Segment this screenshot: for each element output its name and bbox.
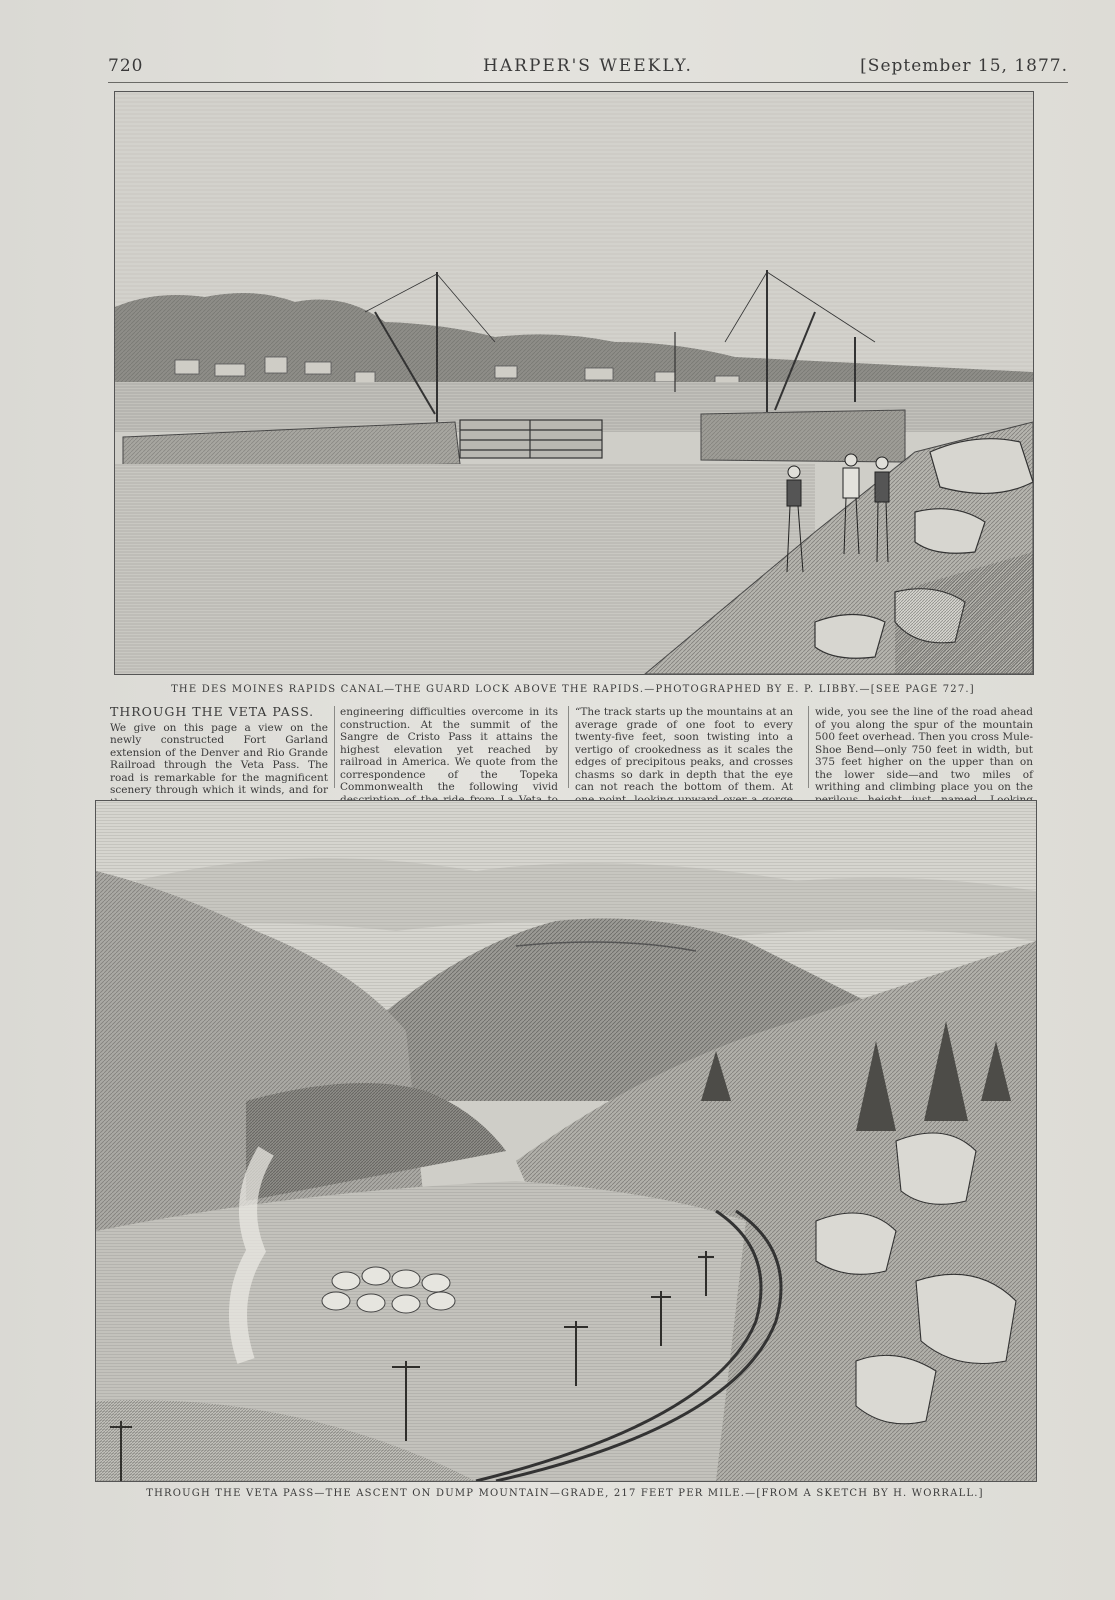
masthead <box>108 52 1068 82</box>
column-divider <box>334 706 335 788</box>
top-figure-caption: THE DES MOINES RAPIDS CANAL—THE GUARD LOCK ABOVE THE RAPIDS.—PHOTOGRAPHED BY E. P. LIBBY.—[SEE PAGE 727.] <box>171 684 975 695</box>
article-heading: THROUGH THE VETA PASS. <box>110 704 315 719</box>
article-column-1 <box>110 706 328 809</box>
article-paragraph-3: “The track starts up the mountains at an average grade of one foot to every twenty-five feet, soon twisting into a vertigo of crookedness as it scales the edges of precipitous peaks, and crosses chasms so dark in depth that the eye can not reach the bottom of them. At <box>575 706 793 793</box>
article-paragraph-4: wide, you see the line of the road ahead of you along the spur of the mountain 500 feet overhead. Then you cross Mule-Shoe Bend—only 750 feet in width, but 375 feet higher on the upper than on the lower side—and two miles of writhing and climbing place you on the <box>815 706 1033 793</box>
bottom-figure-caption: THROUGH THE VETA PASS—THE ASCENT ON DUMP MOUNTAIN—GRADE, 217 FEET PER MILE.—[FROM A SKETCH BY H. WORRALL.] <box>146 1488 984 1499</box>
article-paragraph-1: We give on this page a view on the newly constructed Fort Garland extension of the Denver and Rio Grande Railroad through the Veta Pass. The road is remarkable for the magnificent scenery through which it winds, and for <box>110 721 328 796</box>
article-paragraph-2: engineering difficulties overcome in its construction. At the summit of the Sangre de Cristo Pass it attains the highest elevation yet reached by railroad in America. We quote from the correspondence of the Topeka Commonwealth the following vivid <box>340 706 558 793</box>
canal-engraving <box>114 91 1034 675</box>
issue-date: [September 15, 1877. <box>860 56 1068 76</box>
page-number: 720 <box>108 56 144 76</box>
publication-title: HARPER'S WEEKLY. <box>483 56 693 76</box>
veta-pass-engraving <box>95 800 1037 1482</box>
column-divider <box>808 706 809 788</box>
masthead-rule <box>108 82 1068 83</box>
article-columns <box>110 704 1045 796</box>
column-divider <box>568 706 569 788</box>
lock-gate <box>460 420 602 458</box>
